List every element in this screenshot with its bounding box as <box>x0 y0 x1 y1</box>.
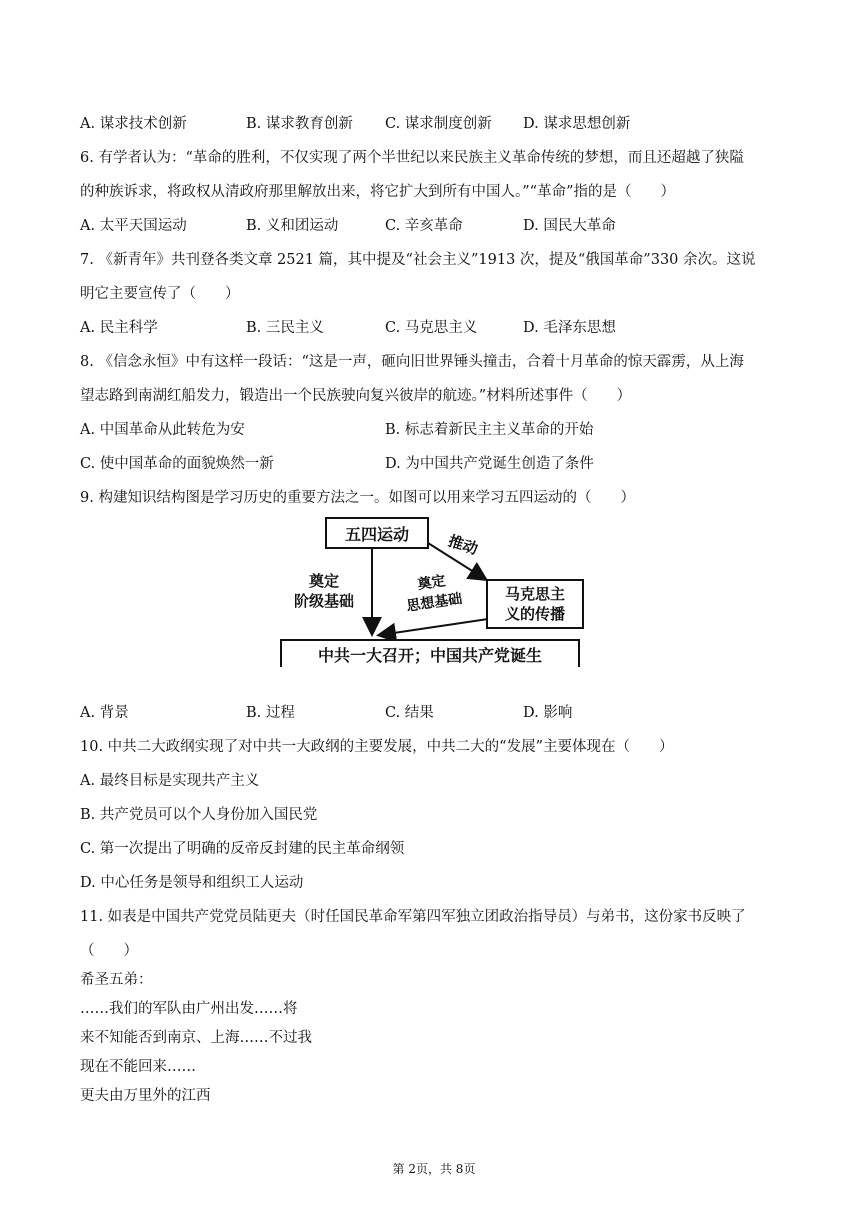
q7-option-a: A. 民主科学 <box>80 320 158 336</box>
box-marxism-spread: 马克思主 义的传播 <box>486 579 584 629</box>
q6-stem-line1: 6. 有学者认为：“革命的胜利，不仅实现了两个半世纪以来民族主义革命传统的梦想，而且还超越了狭隘 <box>80 150 744 166</box>
q6-option-a: A. 太平天国运动 <box>80 218 187 234</box>
box-may-fourth: 五四运动 <box>325 517 429 549</box>
q9-option-c: C. 结果 <box>385 705 434 721</box>
q8-stem-line2: 望志路到南湖红船发力，锻造出一个民族驶向复兴彼岸的航迹。”材料所述事件（ ） <box>80 388 632 404</box>
q8-option-a: A. 中国革命从此转危为安 <box>80 422 245 438</box>
q9-option-a: A. 背景 <box>80 705 129 721</box>
letter-line-1: 希圣五弟： <box>80 972 153 988</box>
label-push: 推动 <box>445 531 481 559</box>
q6-stem-line2: 的种族诉求，将政权从清政府那里解放出来，将它扩大到所有中国人。”“革命”指的是（ ） <box>80 184 675 200</box>
q8-option-c: C. 使中国革命的面貌焕然一新 <box>80 456 274 472</box>
q9-stem-line1: 9. 构建知识结构图是学习历史的重要方法之一。如图可以用来学习五四运动的（ ） <box>80 490 635 506</box>
q6-option-c: C. 辛亥革命 <box>385 218 463 234</box>
q7-option-d: D. 毛泽东思想 <box>523 320 616 336</box>
label-class-foundation: 奠定 阶级基础 <box>293 572 354 610</box>
q10-option-c: C. 第一次提出了明确的反帝反封建的民主革命纲领 <box>80 841 405 857</box>
q5-option-a: A. 谋求技术创新 <box>80 116 187 132</box>
q8-stem-line1: 8. 《信念永恒》中有这样一段话：“这是一声，砸向旧世界锤头撞击，合着十月革命的惊天霹雳，从上海 <box>80 354 744 370</box>
letter-line-5: 更夫由万里外的江西 <box>80 1088 211 1104</box>
q7-option-c: C. 马克思主义 <box>385 320 478 336</box>
q10-option-a: A. 最终目标是实现共产主义 <box>80 773 260 789</box>
page-number-footer: 第 2页，共 8页 <box>392 1162 476 1176</box>
q10-stem-line1: 10. 中共二大政纲实现了对中共一大政纲的主要发展，中共二大的“发展”主要体现在（ ） <box>80 739 674 755</box>
q8-option-b: B. 标志着新民主主义革命的开始 <box>385 422 594 438</box>
q11-stem-line2: （ ） <box>80 943 138 959</box>
q7-stem-line1: 7. 《新青年》共刊登各类文章 2521 篇，其中提及“社会主义”1913 次，提及“俄国革命”330 余次。这说 <box>80 252 756 268</box>
q9-option-d: D. 影响 <box>523 705 573 721</box>
q6-option-d: D. 国民大革命 <box>523 218 616 234</box>
q7-stem-line2: 明它主要宣传了（ ） <box>80 286 240 302</box>
letter-line-3: 来不知能否到南京、上海……不过我 <box>80 1030 312 1046</box>
box-cpc-founding: 中共一大召开；中国共产党诞生 <box>280 639 580 667</box>
knowledge-structure-diagram <box>280 513 580 671</box>
q7-option-b: B. 三民主义 <box>246 320 324 336</box>
q6-option-b: B. 义和团运动 <box>246 218 339 234</box>
q5-option-c: C. 谋求制度创新 <box>385 116 492 132</box>
q5-option-b: B. 谋求教育创新 <box>246 116 353 132</box>
letter-line-2: ……我们的军队由广州出发……将 <box>80 1001 298 1017</box>
label-thought-foundation: 奠定 思想基础 <box>405 573 464 615</box>
q9-option-b: B. 过程 <box>246 705 295 721</box>
arrow-right-to-bottom <box>380 619 488 635</box>
q5-option-d: D. 谋求思想创新 <box>523 116 631 132</box>
q11-stem-line1: 11. 如表是中国共产党党员陆更夫（时任国民革命军第四军独立团政治指导员）与弟书，这份家书反映了 <box>80 909 746 925</box>
letter-line-4: 现在不能回来…… <box>80 1059 196 1075</box>
q8-option-d: D. 为中国共产党诞生创造了条件 <box>385 456 594 472</box>
q10-option-b: B. 共产党员可以个人身份加入国民党 <box>80 807 318 823</box>
q10-option-d: D. 中心任务是领导和组织工人运动 <box>80 875 304 891</box>
